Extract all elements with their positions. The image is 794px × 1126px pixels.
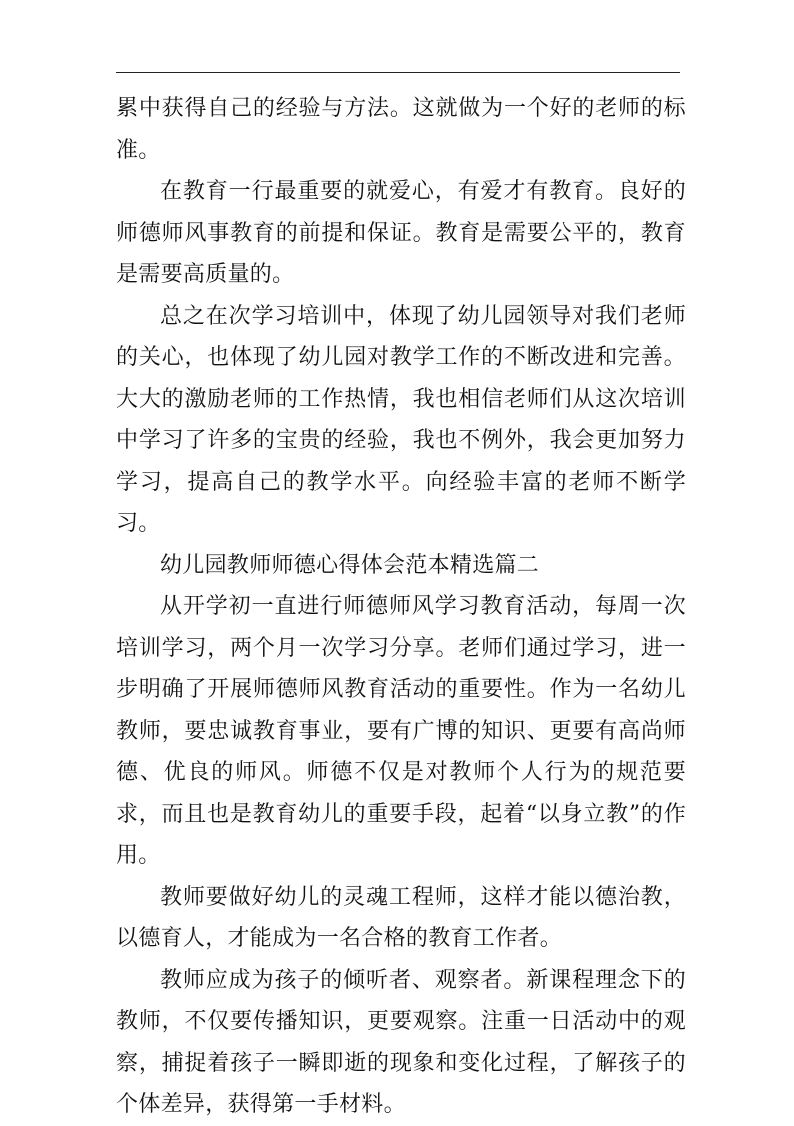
paragraph-training-summary: 总之在次学习培训中，体现了幼儿园领导对我们老师的关心，也体现了幼儿园对教学工作的不断改进和完善。大大的激励老师的工作热情，我也相信老师们从这次培训中学习了许多的宝贵的经验，我也不例外，我会更加努力学习，提高自己的教学水平。向经验丰富的老师不断学习。 [116, 303, 686, 536]
paragraph-soul-engineer: 教师要做好幼儿的灵魂工程师，这样才能以德治教，以德育人，才能成为一名合格的教育工作者。 [116, 884, 686, 951]
paragraph-continuation: 累中获得自己的经验与方法。这就做为一个好的老师的标准。 [116, 96, 686, 163]
paragraph-love-education: 在教育一行最重要的就爱心，有爱才有教育。良好的师德师风事教育的前提和保证。教育是需要公平的，教育是需要高质量的。 [116, 179, 686, 287]
paragraph-ethics-activities: 从开学初一直进行师德师风学习教育活动，每周一次培训学习，两个月一次学习分享。老师们通过学习，进一步明确了开展师德师风教育活动的重要性。作为一名幼儿教师，要忠诚教育事业，要有广博的知识、更要有高尚师德、优良的师风。师德不仅是对教师个人行为的规范要求，而且也是教育幼儿的重要手段，起着“以身立教”的作用。 [116, 594, 686, 868]
section-heading: 幼儿园教师师德心得体会范本精选篇二 [160, 552, 540, 578]
document-body [116, 88, 686, 1126]
paragraph-listener-observer: 教师应成为孩子的倾听者、观察者。新课程理念下的教师，不仅要传播知识，更要观察。注重一日活动中的观察，捕捉着孩子一瞬即逝的现象和变化过程，了解孩子的个体差异，获得第一手材料。 [116, 967, 686, 1117]
header-rule [116, 72, 680, 73]
